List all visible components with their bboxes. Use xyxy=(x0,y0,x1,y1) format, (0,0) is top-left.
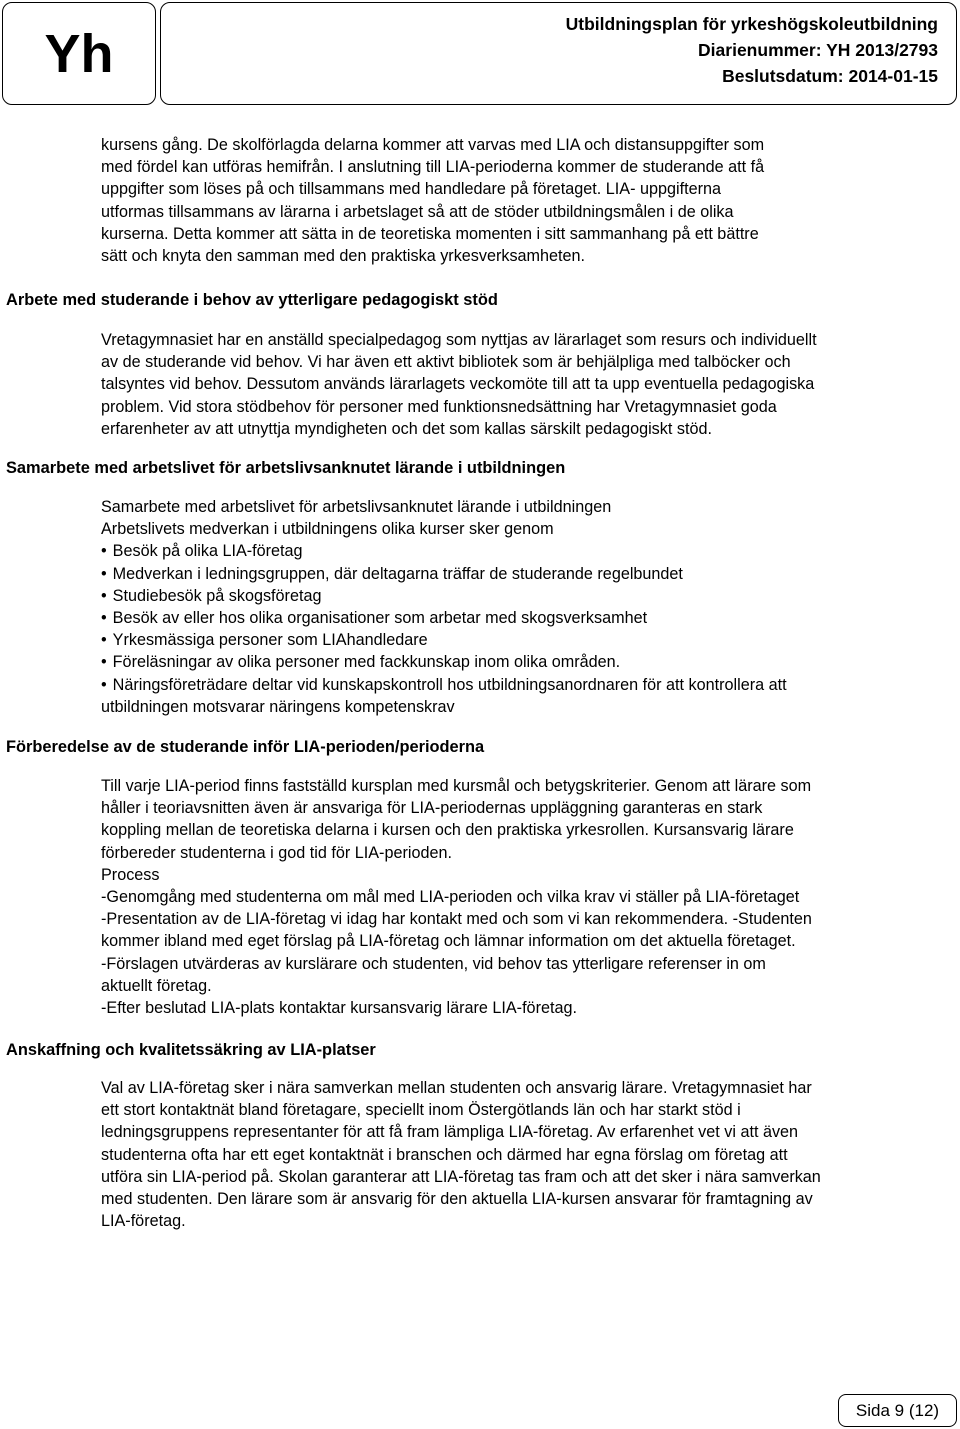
text-line: förbereder studenterna i god tid för LIA-perioden. xyxy=(101,843,452,862)
list-item xyxy=(101,607,956,629)
logo-box xyxy=(2,2,156,105)
text-line: koppling mellan de teoretiska delarna i kursen och den praktiska yrkesrollen. Kursansvarig lärare xyxy=(101,821,794,840)
section-body-acquisition xyxy=(101,1077,956,1232)
text-line: studenterna ofta har ett eget kontaktnät i branschen och därmed har egna förslag om företag att xyxy=(101,1145,788,1164)
bullet-icon: • xyxy=(101,631,107,650)
section-heading-preparation: Förberedelse av de studerande inför LIA-perioden/perioderna xyxy=(6,738,485,756)
text-line: kurserna. Detta kommer att sätta in de teoretiska momenten i sitt sammanhang på ett bättre xyxy=(101,224,759,243)
text-line: -Förslagen utvärderas av kurslärare och studenten, vid behov tas ytterligare referenser in om xyxy=(101,954,766,973)
text-line: Till varje LIA-period finns fastställd kursplan med kursmål och betygskriterier. Genom att lärare som xyxy=(101,777,812,795)
list-item xyxy=(101,540,956,562)
page-number: Sida 9 (12) xyxy=(855,1400,940,1420)
bullet-icon: • xyxy=(101,675,107,694)
text-line: -Efter beslutad LIA-plats kontaktar kursansvarig lärare LIA-företag. xyxy=(101,999,577,1018)
text-line: uppgifter som löses på och tillsammans med handledare på företaget. LIA- uppgifterna xyxy=(101,180,721,199)
list-item xyxy=(101,629,956,651)
text-line: Val av LIA-företag sker i nära samverkan mellan studenten och ansvarig lärare. Vretagymnasiet har xyxy=(101,1079,812,1097)
document-header xyxy=(160,2,957,105)
section-heading-working-life: Samarbete med arbetslivet för arbetslivsanknutet lärande i utbildningen xyxy=(6,459,566,477)
diary-number: Diarienummer: YH 2013/2793 xyxy=(698,40,938,60)
text-line: Samarbete med arbetslivet för arbetslivsanknutet lärande i utbildningen xyxy=(101,498,612,516)
list-item-text: Yrkesmässiga personer som LIAhandledare xyxy=(112,631,428,650)
text-line: med fördel kan utföras hemifrån. I anslutning till LIA-perioderna kommer de studerande att få xyxy=(101,158,765,177)
list-item-text: Studiebesök på skogsföretag xyxy=(112,586,322,605)
text-line: LIA-företag. xyxy=(101,1212,186,1231)
text-line: Process xyxy=(101,865,160,884)
section-body-pedagogical-support xyxy=(101,329,956,440)
text-line: kursens gång. De skolförlagda delarna kommer att varvas med LIA och distansuppgifter som xyxy=(101,136,765,154)
list-item xyxy=(101,651,956,673)
text-line: utföra sin LIA-period på. Skolan garanterar att LIA-företag tas fram och att det sker i nära samverkan xyxy=(101,1167,821,1186)
text-line: Arbetslivets medverkan i utbildningens olika kurser sker genom xyxy=(101,520,554,539)
text-line: av de studerande vid behov. Vi har även ett aktivt bibliotek som är behjälpliga med talböcker och xyxy=(101,353,791,372)
list-item xyxy=(101,563,956,585)
text-line: -Genomgång med studenterna om mål med LIA-perioden och vilka krav vi ställer på LIA-företaget xyxy=(101,888,800,907)
text-line: ett stort kontaktnät bland företagare, speciellt inom Östergötlands län och har starkt stöd i xyxy=(101,1101,741,1120)
text-line: med studenten. Den lärare som är ansvarig för den aktuella LIA-kursen ansvarar för framtagning av xyxy=(101,1190,813,1209)
text-line: kommer ibland med eget förslag på LIA-företag och lämnar information om det aktuella företaget. xyxy=(101,932,796,951)
list-item xyxy=(101,674,956,696)
text-line: aktuellt företag. xyxy=(101,976,212,995)
section-body-preparation xyxy=(101,775,956,1019)
text-line: håller i teoriavsnitten även är ansvariga för LIA-periodernas uppläggning garanteras en stark xyxy=(101,799,763,818)
page-number-box xyxy=(838,1394,957,1427)
section-heading-acquisition: Anskaffning och kvalitetssäkring av LIA-platser xyxy=(6,1041,376,1059)
text-line: -Presentation av de LIA-företag vi idag har kontakt med och som vi kan rekommendera. -Studenten xyxy=(101,910,812,929)
text-line: utformas tillsammans av lärarna i arbetslaget så att de stöder utbildningsmålen i de olika xyxy=(101,202,734,221)
text-line: Vretagymnasiet har en anställd specialpedagog som nyttjas av lärarlaget som resurs och individuellt xyxy=(101,331,817,349)
section-heading-pedagogical-support: Arbete med studerande i behov av ytterligare pedagogiskt stöd xyxy=(6,291,498,309)
text-line: ledningsgruppens representanter för att få fram lämpliga LIA-företag. Av erfarenhet vet vi att även xyxy=(101,1123,799,1142)
bullet-icon: • xyxy=(101,542,107,561)
bullet-icon: • xyxy=(101,653,107,672)
text-line: erfarenheter av att utnyttja myndigheten och det som kallas särskilt pedagogiskt stöd. xyxy=(101,419,712,438)
document-title: Utbildningsplan för yrkeshögskoleutbildning xyxy=(565,14,938,34)
list-item-text: Medverkan i ledningsgruppen, där deltagarna träffar de studerande regelbundet xyxy=(112,564,683,583)
decision-date: Beslutsdatum: 2014-01-15 xyxy=(722,66,938,86)
list-item xyxy=(101,585,956,607)
yh-logo: Yh xyxy=(44,23,114,84)
text-line: talsyntes vid behov. Dessutom används lärarlagets veckomöte till att ta upp eventuella pedagogiska xyxy=(101,375,815,394)
list-item-continuation: utbildningen motsvarar näringens kompetenskrav xyxy=(101,697,455,716)
text-line: sätt och knyta den samman med den praktiska yrkesverksamheten. xyxy=(101,247,586,266)
intro-paragraph xyxy=(101,134,956,267)
bullet-icon: • xyxy=(101,609,107,628)
list-item-text: Besök på olika LIA-företag xyxy=(112,542,303,561)
section-body-working-life xyxy=(101,496,956,718)
list-item-text: Besök av eller hos olika organisationer som arbetar med skogsverksamhet xyxy=(112,609,648,628)
list-item-text: Föreläsningar av olika personer med fackkunskap inom olika områden. xyxy=(112,653,621,672)
bullet-icon: • xyxy=(101,564,107,583)
bullet-icon: • xyxy=(101,586,107,605)
text-line: problem. Vid stora stödbehov för personer med funktionsnedsättning har Vretagymnasiet goda xyxy=(101,397,777,416)
list-item-text: Näringsföreträdare deltar vid kunskapskontroll hos utbildningsanordnaren för att kontrollera att xyxy=(112,675,787,694)
